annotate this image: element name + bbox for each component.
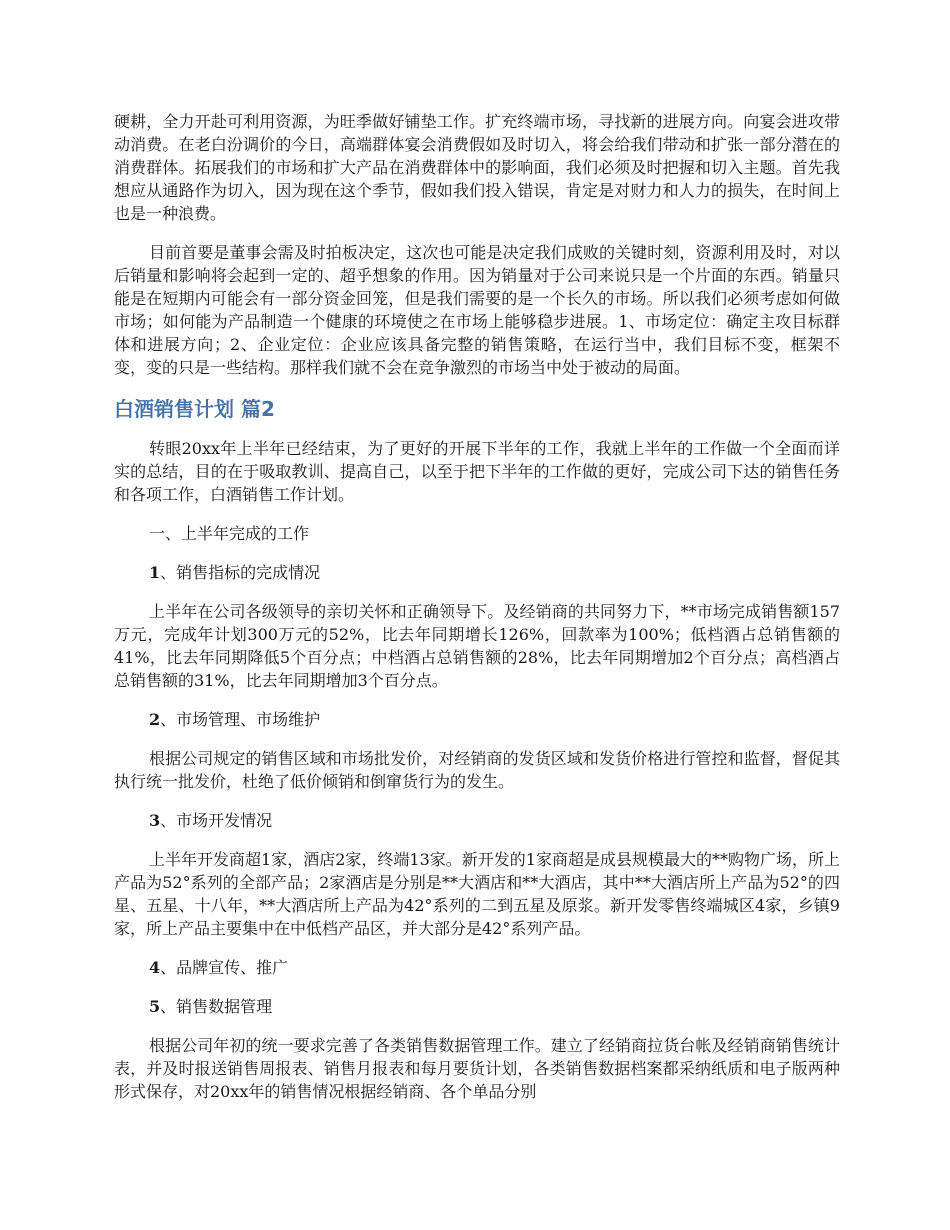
- section1-title: 一、上半年完成的工作: [149, 524, 310, 543]
- item4-number: 4: [149, 958, 161, 977]
- item5-body: 根据公司年初的统一要求完善了各类销售数据管理工作。建立了经销商拉货台帐及经销商销售统计表，并及时报送销售周报表、销售月报表和每月要货计划，各类销售数据档案都采纳纸质和电子版两种形式保存，对20xx年的销售情况根据经销商、各个单品分别: [114, 1036, 840, 1101]
- paragraph-board-decision: 目前首要是董事会需及时拍板决定，这次也可能是决定我们成败的关键时刻，资源利用及时，对以后销量和影响将会起到一定的、超乎想象的作用。因为销量对于公司来说只是一个片面的东西。销量只能是在短期内可能会有一部分资金回笼，但是我们需要的是一个长久的市场。所以我们必须考虑如何做市场；如何能为产品制造一个健康的环境使之在市场上能够稳步进展。1、市场定位：确定主攻目标群体和进展方向；2、企业定位：企业应该具备完整的销售策略，在运行当中，我们目标不变，框架不变，变的只是一些结构。那样我们就不会在竞争激烈的市场当中处于被动的局面。: [114, 243, 840, 377]
- item5-title: 、销售数据管理: [160, 997, 273, 1016]
- item5-heading: [114, 995, 840, 1018]
- item1-heading: [114, 561, 840, 584]
- item5-number: 5: [149, 997, 161, 1016]
- item3-number: 3: [149, 811, 161, 830]
- item3-heading: [114, 809, 840, 832]
- item1-body: 上半年在公司各级领导的亲切关怀和正确领导下。及经销商的共同努力下，**市场完成销售额157万元，完成年计划300万元的52%，比去年同期增长126%，回款率为100%；低档酒占总销售额的41%，比去年同期降低5个百分点；中档酒占总销售额的28%，比去年同期增加2个百分点；高档酒占总销售额的31%，比去年同期增加3个百分点。: [114, 602, 840, 690]
- item3-title: 、市场开发情况: [160, 811, 273, 830]
- item2-number: 2: [149, 710, 161, 729]
- item2-title: 、市场管理、市场维护: [160, 710, 321, 729]
- item2-heading: [114, 708, 840, 731]
- item1-title: 、销售指标的完成情况: [160, 563, 321, 582]
- item4-title: 、品牌宣传、推广: [160, 958, 289, 977]
- paragraph-continued: 硬耕，全力开赴可利用资源，为旺季做好铺垫工作。扩充终端市场，寻找新的进展方向。向宴会进攻带动消费。在老白汾调价的今日，高端群体宴会消费假如及时切入，将会给我们带动和扩张一部分潜在的消费群体。拓展我们的市场和扩大产品在消费群体中的影响面，我们必须及时把握和切入主题。首先我想应从通路作为切入，因为现在这个季节，假如我们投入错误，肯定是对财力和人力的损失，在时间上也是一种浪费。: [114, 112, 840, 223]
- item4-heading: [114, 956, 840, 979]
- item3-body: 上半年开发商超1家，酒店2家，终端13家。新开发的1家商超是成县规模最大的**购物广场，所上产品为52°系列的全部产品；2家酒店是分别是**大酒店和**大酒店，其中**大酒店所上产品为52°的四星、五星、十八年，**大酒店所上产品为42°系列的二到五星及原浆。新开发零售终端城区4家，乡镇9家，所上产品主要集中在中低档产品区，并大部分是42°系列产品。: [114, 850, 840, 938]
- document-page: [114, 110, 840, 1103]
- item2-body: 根据公司规定的销售区域和市场批发价，对经销商的发货区域和发货价格进行管控和监督，督促其执行统一批发价，杜绝了低价倾销和倒窜货行为的发生。: [114, 749, 840, 791]
- intro-paragraph: 转眼20xx年上半年已经结束，为了更好的开展下半年的工作，我就上半年的工作做一个全面而详实的总结，目的在于吸取教训、提高自己，以至于把下半年的工作做的更好，完成公司下达的销售任务和各项工作，白酒销售工作计划。: [114, 439, 840, 504]
- section-heading: 白酒销售计划 篇2: [114, 397, 275, 421]
- item1-number: 1: [149, 563, 161, 582]
